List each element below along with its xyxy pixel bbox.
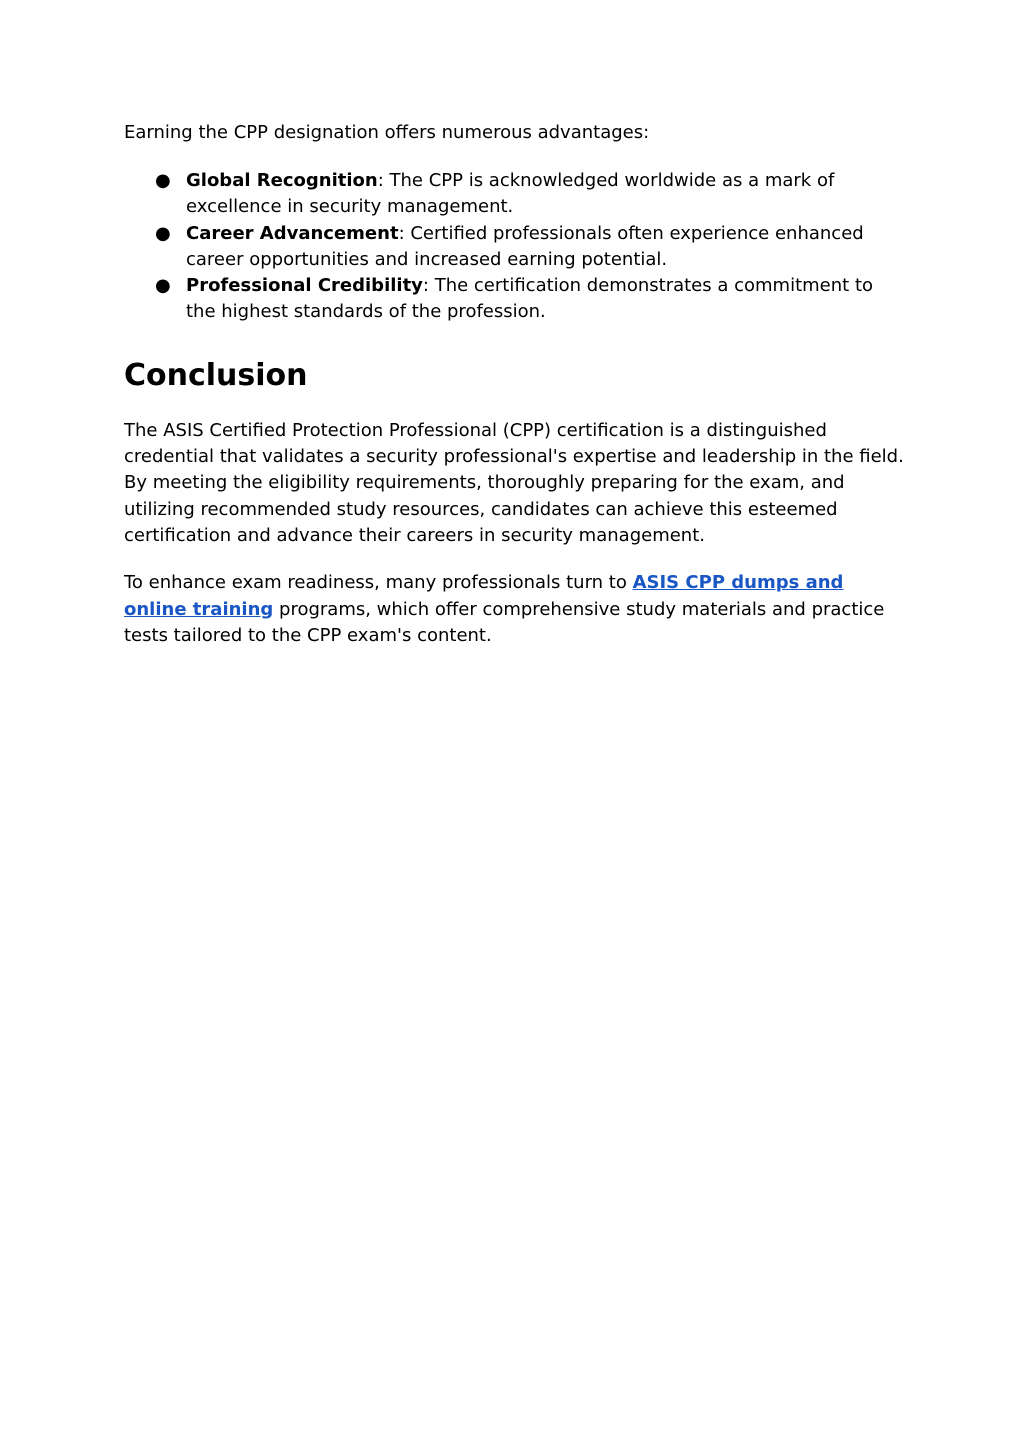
- asis-cpp-dumps-link[interactable]: ASIS CPP dumps and online training: [124, 572, 844, 620]
- conclusion-paragraph: The ASIS Certified Protection Professional (CPP) certification is a distinguished credential that validates a security professional's expertise and leadership in the field. By meeting the eligibility requirements, thoroughly preparing for the exam, and utilizing recommended study resources, candidates can achieve this esteemed certification and advance their careers in security management.: [124, 419, 904, 546]
- list-item-career-advancement: [124, 221, 904, 274]
- exam-readiness-paragraph: [124, 570, 904, 649]
- bullet-icon: ●: [155, 275, 171, 297]
- list-item-professional-credibility: [124, 273, 904, 326]
- conclusion-heading: Conclusion: [124, 357, 308, 393]
- benefit-description: : Certified professionals often experience enhanced career opportunities and increased earning potential.: [186, 222, 864, 270]
- paragraph-text-after-link: programs, which offer comprehensive study materials and practice tests tailored to the CPP exam's content.: [124, 598, 885, 646]
- bullet-icon: ●: [155, 170, 171, 191]
- paragraph-text-before-link: To enhance exam readiness, many professionals turn to: [124, 572, 633, 594]
- benefits-list: [124, 168, 904, 326]
- list-item-global-recognition: [124, 168, 904, 221]
- benefit-term: Professional Credibility: [186, 275, 423, 297]
- benefit-description: : The CPP is acknowledged worldwide as a mark of excellence in security management.: [186, 170, 835, 218]
- document-page: [124, 120, 904, 649]
- benefit-term: Career Advancement: [186, 222, 399, 244]
- benefit-description: : The certification demonstrates a commitment to the highest standards of the profession.: [186, 275, 874, 323]
- bullet-icon: ●: [155, 222, 171, 244]
- benefit-term: Global Recognition: [186, 170, 378, 191]
- intro-paragraph: Earning the CPP designation offers numerous advantages:: [124, 122, 650, 143]
